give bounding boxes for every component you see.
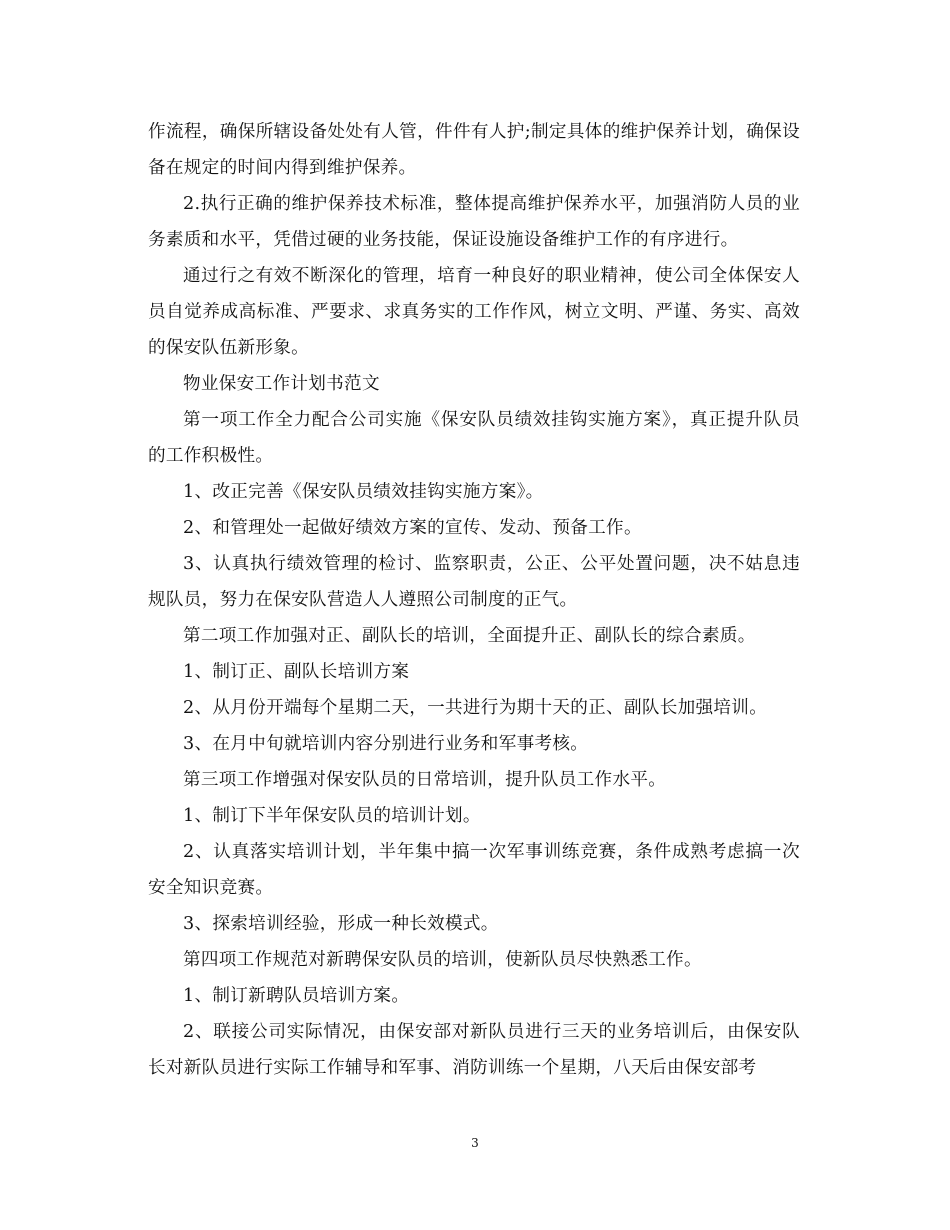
list-item-1-1: 1、改正完善《保安队员绩效挂钩实施方案》。 [183,482,544,502]
page-number: 3 [471,1136,479,1150]
list-item-3-2: 2、认真落实培训计划，半年集中搞一次军事训练竞赛，条件成熟考虑搞一次安全知识竞赛。 [148,842,800,898]
list-item-2-1: 1、制订正、副队长培训方案 [183,662,410,682]
section-heading: 物业保安工作计划书范文 [183,374,380,394]
list-item-4-2: 2、联接公司实际情况，由保安部对新队员进行三天的业务培训后，由保安队长对新队员进行实际工作辅导和军事、消防训练一个星期，八天后由保安部考 [148,1022,800,1078]
list-item-1-3: 3、认真执行绩效管理的检讨、监察职责，公正、公平处置问题，决不姑息违规队员，努力在保安队营造人人遵照公司制度的正气。 [148,554,800,610]
list-item-3-1: 1、制订下半年保安队员的培训计划。 [183,806,481,826]
paragraph-3: 通过行之有效不断深化的管理，培育一种良好的职业精神，使公司全体保安人员自觉养成高标准、严要求、求真务实的工作作风，树立文明、严谨、务实、高效的保安队伍新形象。 [148,266,800,358]
list-item-2-2: 2、从月份开端每个星期二天，一共进行为期十天的正、副队长加强培训。 [183,698,768,718]
list-item-1-2: 2、和管理处一起做好绩效方案的宣传、发动、预备工作。 [183,518,642,538]
paragraph-17: 第四项工作规范对新聘保安队员的培训，使新队员尽快熟悉工作。 [183,950,702,970]
paragraph-5: 第一项工作全力配合公司实施《保安队员绩效挂钩实施方案》，真正提升队员的工作积极性。 [148,410,800,466]
list-item-3-3: 3、探索培训经验，形成一种长效模式。 [183,914,499,934]
paragraph-1: 作流程，确保所辖设备处处有人管，件件有人护;制定具体的维护保养计划，确保设备在规定的时间内得到维护保养。 [148,122,800,178]
list-item-4-1: 1、制订新聘队员培训方案。 [183,986,410,1006]
paragraph-9: 第二项工作加强对正、副队长的培训，全面提升正、副队长的综合素质。 [183,626,756,646]
list-item-2-3: 3、在月中旬就培训内容分别进行业务和军事考核。 [183,734,589,754]
document-body [148,114,800,1086]
paragraph-13: 第三项工作增强对保安队员的日常培训，提升队员工作水平。 [183,770,667,790]
paragraph-2: 2.执行正确的维护保养技术标准，整体提高维护保养水平，加强消防人员的业务素质和水平，凭借过硬的业务技能，保证设施设备维护工作的有序进行。 [148,194,800,250]
